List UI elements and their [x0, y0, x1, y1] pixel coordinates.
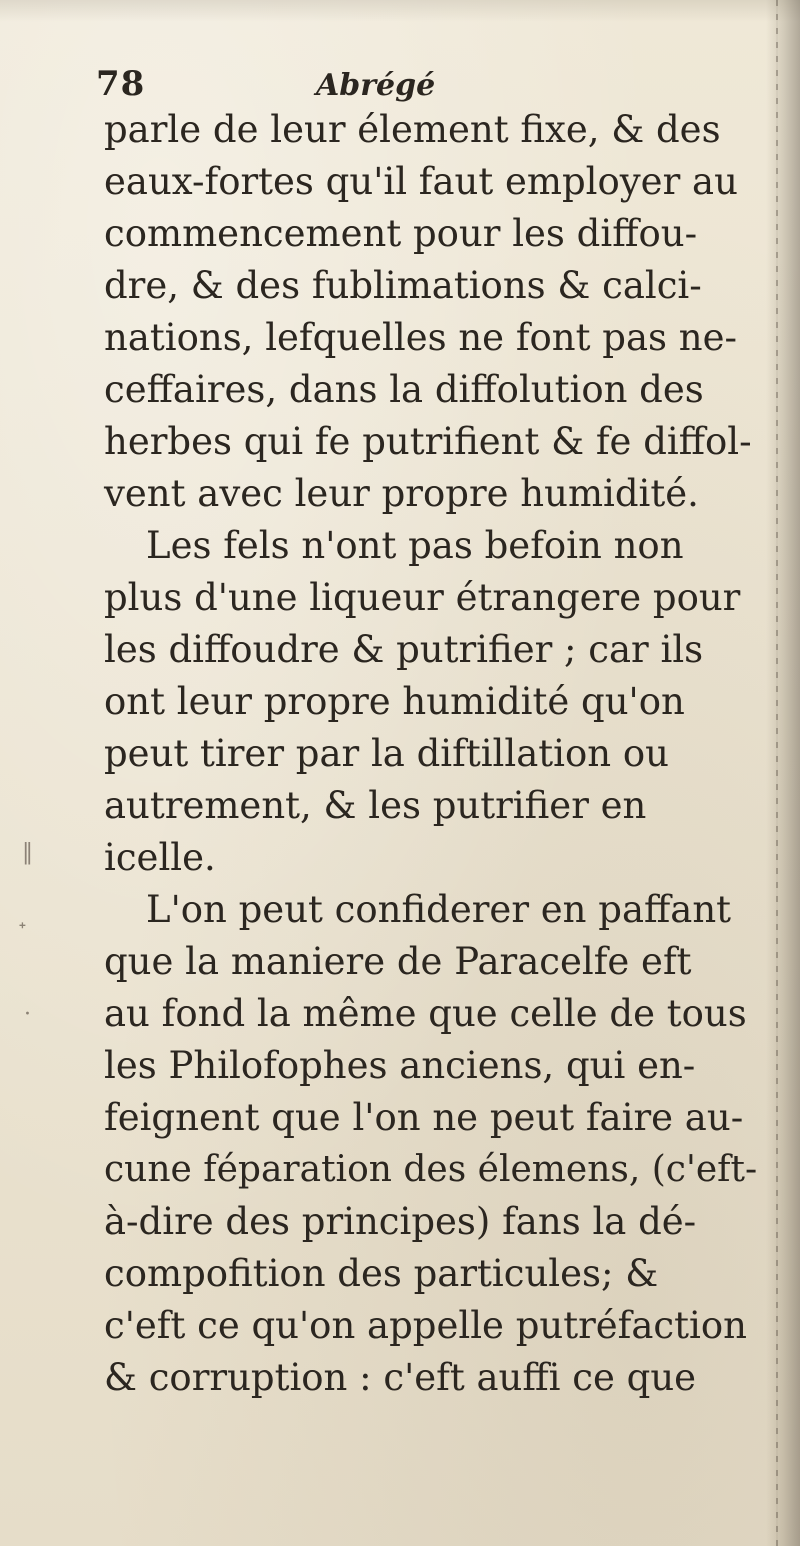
text-line: au fond la même que celle de tous — [104, 992, 747, 1035]
page-top-shadow — [0, 0, 800, 22]
running-head: Abrégé — [316, 68, 436, 103]
text-line: vent avec leur propre humidité. — [104, 472, 699, 515]
text-line: compofition des particules; & — [104, 1252, 659, 1295]
text-line: herbes qui fe putrifient & fe diffol- — [104, 420, 752, 463]
page-edge-line — [776, 0, 778, 1546]
text-line: icelle. — [104, 836, 216, 879]
text-line: feignent que l'on ne peut faire au- — [104, 1096, 744, 1139]
text-line: ont leur propre humidité qu'on — [104, 680, 685, 723]
left-margin — [0, 0, 90, 1546]
text-line: Les fels n'ont pas befoin non — [146, 524, 684, 567]
text-line: dre, & des fublimations & calci- — [104, 264, 702, 307]
margin-annotation-mark: ‖ — [22, 840, 33, 865]
margin-annotation-mark: · — [24, 1002, 31, 1027]
text-line: les Philofophes anciens, qui en- — [104, 1044, 696, 1087]
text-line: L'on peut confiderer en paffant — [146, 888, 732, 931]
text-line: ceffaires, dans la diffolution des — [104, 368, 704, 411]
page-number: 78 — [96, 64, 146, 104]
text-line: nations, lefquelles ne font pas ne- — [104, 316, 737, 359]
text-line: & corruption : c'eft auffi ce que — [104, 1356, 697, 1399]
text-line: les diffoudre & putrifier ; car ils — [104, 628, 704, 671]
text-line: plus d'une liqueur étrangere pour — [104, 576, 741, 619]
text-line: peut tirer par la diftillation ou — [104, 732, 669, 775]
binding-edge-shadow — [766, 0, 800, 1546]
text-line: que la maniere de Paracelfe eft — [104, 940, 692, 983]
text-line: commencement pour les diffou- — [104, 212, 698, 255]
text-line: c'eft ce qu'on appelle putréfaction — [104, 1304, 747, 1347]
text-line: eaux-fortes qu'il faut employer au — [104, 160, 738, 203]
text-line: parle de leur élement fixe, & des — [104, 108, 721, 151]
text-line: autrement, & les putrifier en — [104, 784, 647, 827]
margin-annotation-mark: ᐩ — [18, 918, 27, 943]
text-line: à-dire des principes) fans la dé- — [104, 1200, 697, 1243]
text-line: cune féparation des élemens, (c'eft- — [104, 1149, 758, 1190]
